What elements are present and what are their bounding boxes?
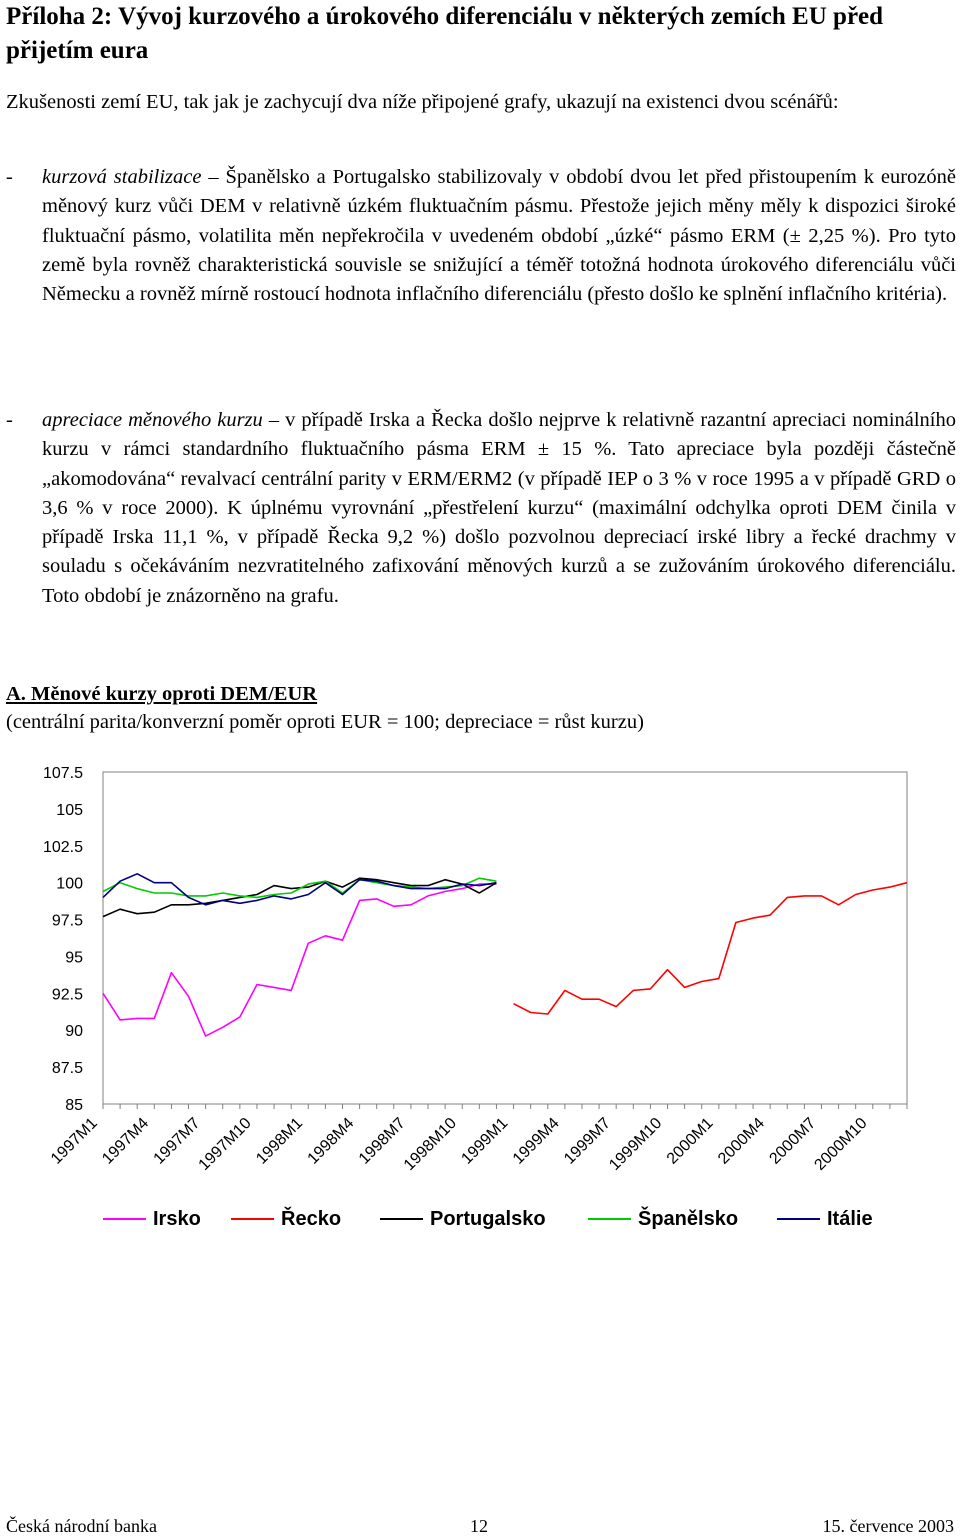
footer-institution: Česká národní banka <box>6 1516 157 1536</box>
intro-paragraph: Zkušenosti zemí EU, tak jak je zachycují dva níže připojené grafy, ukazují na existenci dvou scénářů: <box>6 91 839 113</box>
legend-label: Itálie <box>827 1208 873 1230</box>
x-tick-label: 1999M4 <box>509 1114 563 1168</box>
x-tick-label: 1999M7 <box>561 1114 615 1168</box>
list-dash: - <box>6 166 13 188</box>
x-tick-label: 2000M7 <box>766 1114 820 1168</box>
y-tick-label: 105 <box>56 801 83 819</box>
x-tick-label: 2000M4 <box>715 1114 768 1168</box>
page-heading: Příloha 2: Vývoj kurzového a úrokového diferenciálu v některých zemích EU před přijetím eura <box>6 3 884 64</box>
legend-label: Řecko <box>281 1208 342 1230</box>
y-tick-label: 102.5 <box>42 838 83 856</box>
section-subtitle: (centrální parita/konverzní poměr oproti EUR = 100; depreciace = růst kurzu) <box>6 711 644 733</box>
plot-area <box>103 772 907 1104</box>
list-dash: - <box>6 409 13 431</box>
x-tick-label: 2000M10 <box>811 1114 871 1175</box>
y-tick-label: 95 <box>65 949 83 967</box>
legend-label: Španělsko <box>638 1208 739 1230</box>
scenario-item-1 <box>6 163 956 309</box>
y-tick-label: 107.5 <box>42 765 83 782</box>
footer-page-number: 12 <box>470 1516 488 1536</box>
exchange-rate-chart <box>0 755 960 1255</box>
y-tick-label: 92.5 <box>51 986 83 1004</box>
scenario-term: kurzová stabilizace <box>42 166 202 188</box>
x-tick-label: 2000M1 <box>663 1114 717 1168</box>
y-tick-label: 85 <box>65 1097 83 1114</box>
x-tick-label: 1999M1 <box>458 1114 512 1168</box>
footer-date: 15. července 2003 <box>822 1516 954 1536</box>
x-tick-label: 1997M10 <box>195 1114 255 1175</box>
x-tick-label: 1997M1 <box>47 1114 101 1168</box>
scenario-item-2-body <box>42 406 956 611</box>
y-tick-label: 87.5 <box>51 1060 83 1078</box>
scenario-item-1-body <box>42 163 956 309</box>
x-tick-label: 1999M10 <box>606 1114 666 1175</box>
scenario-text: – Španělsko a Portugalsko stabilizovaly v období dvou let před přistoupením k eurozóně měnový kurz vůči DEM v relativně úzkém fluktuačním pásmu. Přestože jejich měny měly k dispozici široké fluktuační pásmo, volatilita měn nepřekročila v uvedeném období „úzké“ pásmo ERM (± 2,25 %). Pro tyto země byla rovněž charakteristická souvisle se snižující a téměř totožná hodnota úrokového diferenciálu vůči Německu a rovněž mírně rostoucí hodnota inflačního diferenciálu (přesto došlo ke splnění inflačního kritéria). <box>42 166 956 306</box>
scenario-item-2 <box>6 406 956 611</box>
x-tick-label: 1998M4 <box>304 1114 358 1168</box>
scenario-text: – v případě Irska a Řecka došlo nejprve k relativně razantní apreciaci nominálního kurzu v rámci standardního fluktuačního pásma ERM ± 15 %. Tato apreciace byla později částečně „akomodována“ revalvací centrální parity v ERM/ERM2 (v případě IEP o 3 % v roce 1995 a v případě GRD o 3,6 % v roce 2000). K úplnému vyrovnání „přestřelení kurzu“ (maximální odchylka oproti DEM činila v případě Irska 11,1 %, v případě Řecka 9,2 %) došlo pozvolnou depreciací irské libry a řecké drachmy v souladu s očekáváním nezvratitelného zafixování měnových kurzů a se zužováním úrokového diferenciálu. Toto období je znázorněno na grafu. <box>42 409 957 607</box>
section-title: A. Měnové kurzy oproti DEM/EUR <box>6 683 318 705</box>
scenario-term: apreciace měnového kurzu <box>42 409 263 431</box>
y-tick-label: 90 <box>65 1023 83 1041</box>
y-tick-label: 97.5 <box>51 912 83 930</box>
legend-label: Portugalsko <box>430 1208 546 1230</box>
x-tick-label: 1998M7 <box>355 1114 409 1168</box>
x-tick-label: 1998M1 <box>253 1114 307 1168</box>
x-tick-label: 1997M4 <box>99 1114 153 1168</box>
y-tick-label: 100 <box>56 875 83 893</box>
legend-label: Irsko <box>153 1208 201 1230</box>
x-tick-label: 1998M10 <box>400 1114 461 1175</box>
x-tick-label: 1997M7 <box>150 1114 204 1168</box>
